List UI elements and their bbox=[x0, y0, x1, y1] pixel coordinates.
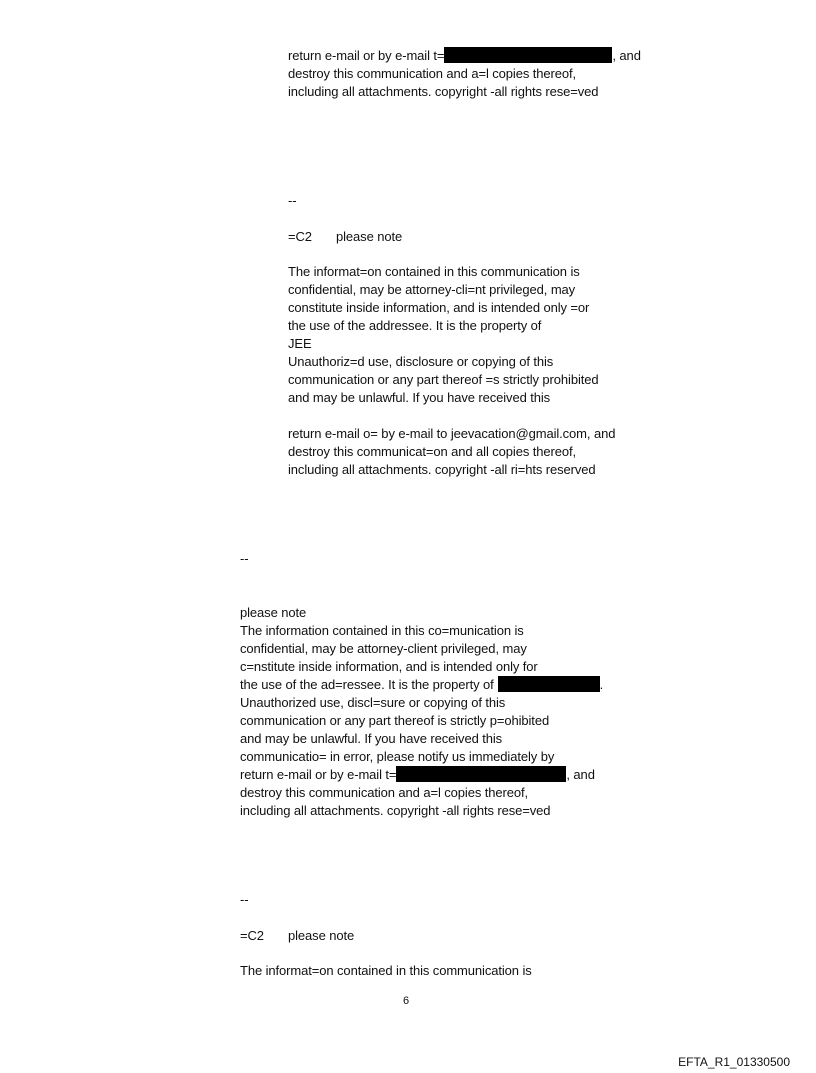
text-segment: , and bbox=[566, 767, 595, 782]
note-heading bbox=[288, 228, 402, 246]
page-number: 6 bbox=[403, 995, 410, 1007]
text-line: and may be unlawful. If you have received this bbox=[240, 731, 503, 746]
text-line: communication or any part thereof is strictly p=ohibited bbox=[240, 713, 550, 728]
text-line: and may be unlawful. If you have received this bbox=[288, 390, 551, 405]
note-heading bbox=[240, 927, 354, 945]
text-line: communicatio= in error, please notify us immediately by bbox=[240, 749, 555, 764]
text-line: return e-mail o= by e-mail to jeevacation@gmail.com, and bbox=[288, 426, 616, 441]
text-line: Unauthoriz=d use, disclosure or copying of this bbox=[288, 354, 554, 369]
text-line: destroy this communication and a=l copies thereof, bbox=[240, 785, 529, 800]
text-line: the use of the addressee. It is the property of bbox=[288, 318, 542, 333]
text-line: confidential, may be attorney-client privileged, may bbox=[240, 641, 527, 656]
document-id: EFTA_R1_01330500 bbox=[678, 1055, 790, 1069]
separator-dashes: -- bbox=[288, 193, 297, 208]
text-line: The information contained in this co=munication is bbox=[240, 623, 524, 638]
text-line bbox=[240, 676, 603, 694]
text-segment: , and bbox=[612, 48, 641, 63]
text-line: The informat=on contained in this communication is bbox=[288, 264, 580, 279]
text-segment: the use of the ad=ressee. It is the property of bbox=[240, 677, 494, 692]
text-segment: . bbox=[599, 677, 604, 692]
note-heading: please note bbox=[240, 605, 307, 620]
text-line: destroy this communicat=on and all copies thereof, bbox=[288, 444, 577, 459]
text-line: JEE bbox=[288, 336, 312, 351]
text-line: Unauthorized use, discl=sure or copying of this bbox=[240, 695, 506, 710]
text-line: The informat=on contained in this communication is bbox=[240, 963, 532, 978]
heading-code: =C2 bbox=[240, 928, 264, 943]
redaction-bar bbox=[498, 676, 600, 692]
redaction-bar bbox=[396, 766, 566, 782]
text-line bbox=[288, 47, 641, 65]
text-line: including all attachments. copyright -all ri=hts reserved bbox=[288, 462, 596, 477]
text-line bbox=[240, 766, 595, 784]
heading-code: =C2 bbox=[288, 229, 312, 244]
text-line: communication or any part thereof =s strictly prohibited bbox=[288, 372, 599, 387]
text-line: including all attachments. copyright -all rights rese=ved bbox=[240, 803, 551, 818]
text-line: constitute inside information, and is intended only =or bbox=[288, 300, 590, 315]
separator-dashes: -- bbox=[240, 892, 249, 907]
heading-text: please note bbox=[336, 229, 403, 244]
text-line: including all attachments. copyright -all rights rese=ved bbox=[288, 84, 599, 99]
text-segment: return e-mail or by e-mail t= bbox=[240, 767, 397, 782]
separator-dashes: -- bbox=[240, 551, 249, 566]
text-line: destroy this communication and a=l copies thereof, bbox=[288, 66, 577, 81]
text-line: confidential, may be attorney-cli=nt privileged, may bbox=[288, 282, 576, 297]
text-line: c=nstitute inside information, and is intended only for bbox=[240, 659, 538, 674]
redaction-bar bbox=[444, 47, 612, 63]
text-segment: return e-mail or by e-mail t= bbox=[288, 48, 445, 63]
heading-text: please note bbox=[288, 928, 355, 943]
